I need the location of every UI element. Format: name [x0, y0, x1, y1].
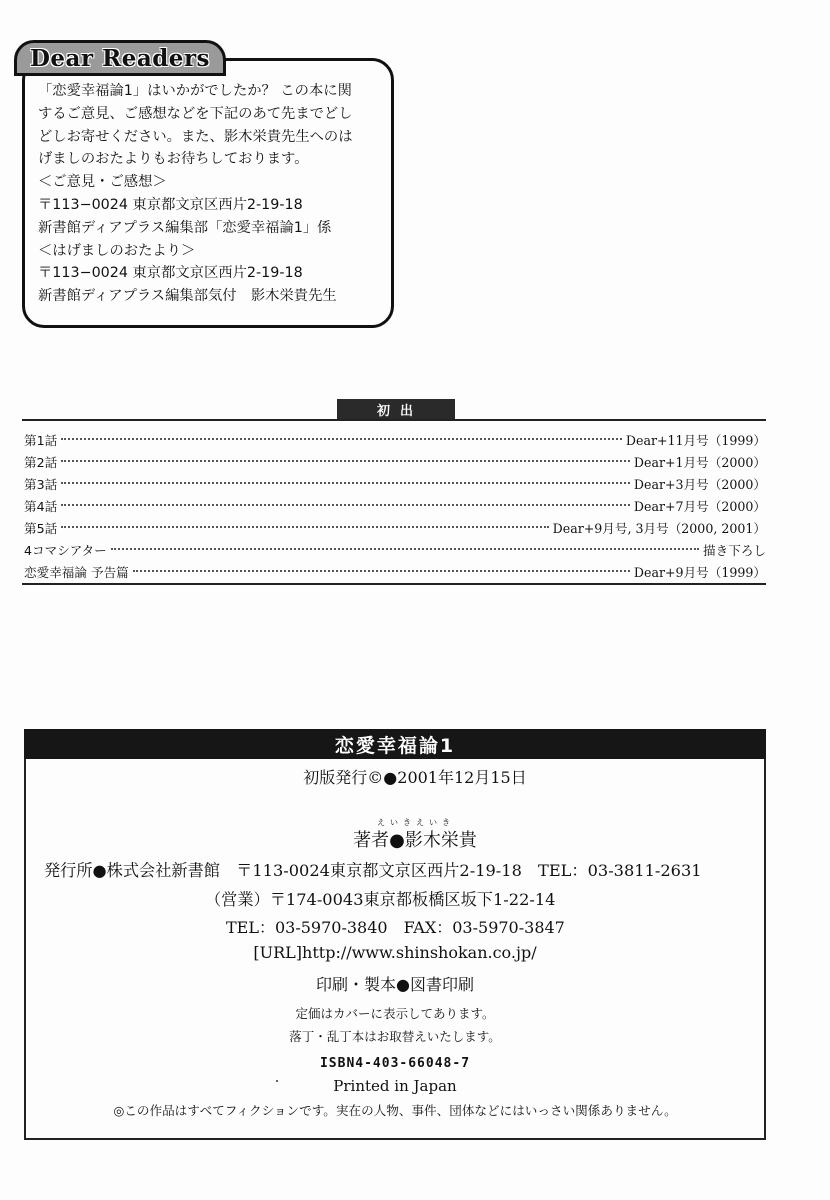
- leader-dots: [61, 482, 630, 484]
- list-item: [24, 474, 766, 496]
- leader-dots: [133, 570, 630, 572]
- sales-line: （営業）〒174-0043東京都板橋区坂下1-22-14: [205, 890, 556, 909]
- chapter-source: Dear+11月号（1999）: [625, 433, 766, 448]
- chapter-source: Dear+9月号, 3月号（2000, 2001）: [552, 521, 766, 536]
- list-item: [24, 540, 766, 562]
- dear-readers-title: Dear Readers: [29, 44, 211, 72]
- chapter-source: Dear+9月号（1999）: [633, 565, 766, 580]
- chapter-title: 第4話: [24, 499, 58, 514]
- list-item: [24, 496, 766, 518]
- author-ruby: えいきえいき: [377, 818, 455, 827]
- chapter-source: Dear+1月号（2000）: [633, 455, 766, 470]
- isbn: ISBN4-403-66048-7: [319, 1056, 471, 1071]
- author-name: 影木栄貴: [404, 830, 477, 851]
- chapter-title: 第2話: [24, 455, 58, 470]
- dear-readers-tab: [14, 40, 226, 76]
- chapter-source: Dear+7月号（2000）: [633, 499, 766, 514]
- leader-dots: [61, 460, 630, 462]
- colophon-title: 恋愛幸福論1: [24, 729, 766, 759]
- list-item: [24, 562, 766, 584]
- readers-line: 〒113−0024 東京都文京区西片2-19-18: [38, 196, 303, 213]
- list-item: [24, 518, 766, 540]
- printed-in: Printed in Japan: [333, 1077, 457, 1095]
- tel-fax-line: TEL：03-5970-3840 FAX：03-5970-3847: [226, 918, 565, 937]
- readers-line: 新書館ディアプラス編集部「恋愛幸福論1」係: [38, 219, 332, 236]
- chapter-title: 第3話: [24, 477, 58, 492]
- url-line: [URL]http://www.shinshokan.co.jp/: [253, 943, 537, 962]
- readers-line: げましのおたよりもお待ちしております。: [38, 151, 309, 168]
- first-appearance-top-rule: [22, 419, 766, 421]
- chapter-title: 第1話: [24, 433, 58, 448]
- publisher-line: 発行所●株式会社新書館 〒113-0024東京都文京区西片2-19-18 TEL：03-3811-2631: [44, 861, 702, 880]
- first-appearance-bottom-rule: [22, 583, 766, 585]
- chapter-title: 恋愛幸福論 予告篇: [24, 565, 129, 580]
- dear-readers-text: [38, 80, 390, 308]
- fiction-note: ◎この作品はすべてフィクションです。実在の人物、事件、団体などにはいっさい関係ありません。: [113, 1103, 677, 1118]
- author-line: [0, 826, 830, 852]
- leader-dots: [61, 526, 548, 528]
- chapter-title: 4コマシアター: [24, 543, 107, 558]
- first-appearance-label: 初出: [337, 399, 455, 419]
- readers-line: どしお寄せください。また、影木栄貴先生へのは: [38, 128, 353, 145]
- first-edition-date: 初版発行©●2001年12月15日: [303, 768, 527, 787]
- list-item: [24, 430, 766, 452]
- first-appearance-list: [24, 430, 766, 584]
- printing-line: 印刷・製本●図書印刷: [316, 975, 474, 994]
- chapter-source: Dear+3月号（2000）: [633, 477, 766, 492]
- price-note: 定価はカバーに表示してあります。: [295, 1006, 495, 1021]
- readers-line: 「恋愛幸福論1」はいかがでしたか？ この本に関: [38, 83, 352, 99]
- chapter-title: 第5話: [24, 521, 58, 536]
- leader-dots: [111, 548, 699, 550]
- list-item: [24, 452, 766, 474]
- readers-line: するご意見、ご感想などを下記のあて先までどし: [38, 105, 353, 122]
- replace-note: 落丁・乱丁本はお取替えいたします。: [289, 1029, 501, 1044]
- leader-dots: [61, 438, 622, 440]
- readers-line: ＜ご意見・ご感想＞: [38, 174, 167, 191]
- readers-line: ＜はげましのおたより＞: [38, 242, 196, 259]
- author-prefix: 著者●: [353, 830, 405, 851]
- readers-line: 〒113−0024 東京都文京区西片2-19-18: [38, 265, 303, 282]
- chapter-source: 描き下ろし: [703, 543, 766, 558]
- readers-line: 新書館ディアプラス編集部気付 影木栄貴先生: [38, 288, 337, 305]
- leader-dots: [61, 504, 630, 506]
